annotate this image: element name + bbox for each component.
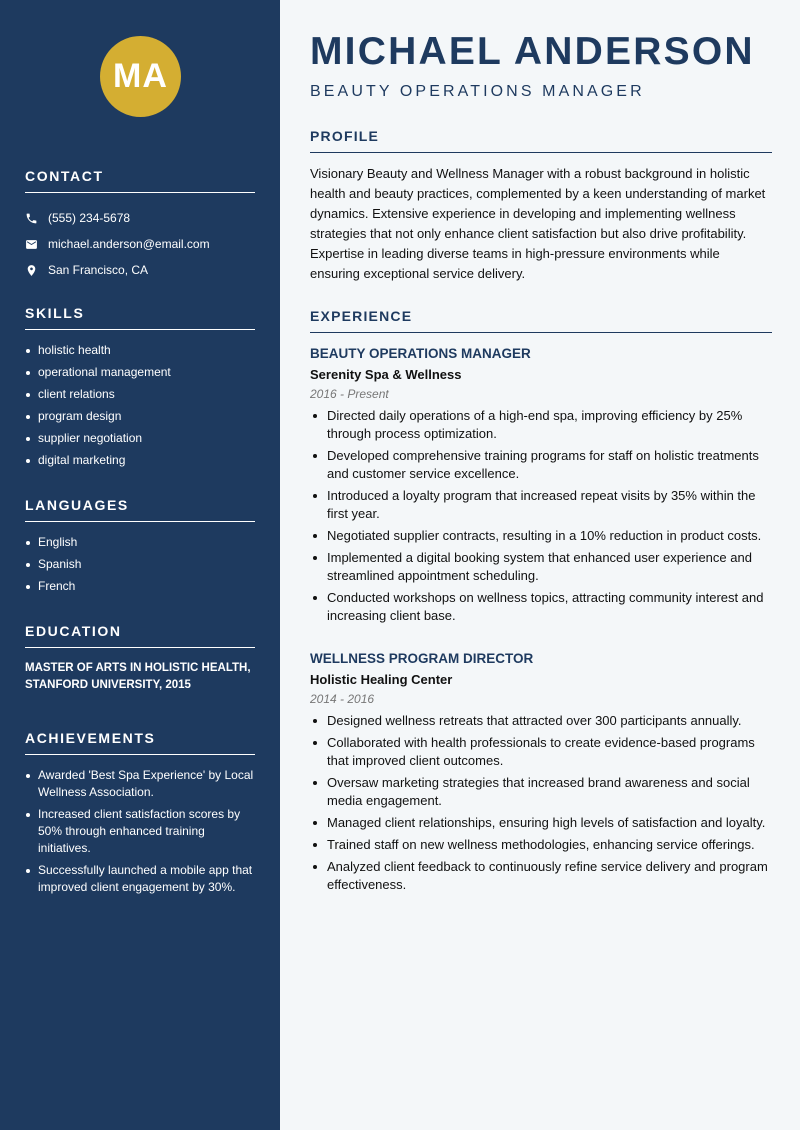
job-company: Holistic Healing Center xyxy=(310,672,453,687)
education-heading: EDUCATION xyxy=(25,623,255,648)
skill-item: digital marketing xyxy=(25,452,255,469)
achievements-section xyxy=(25,730,255,901)
avatar xyxy=(100,36,181,117)
candidate-name: MICHAEL ANDERSON xyxy=(310,30,755,73)
sidebar xyxy=(0,0,280,1130)
education-section xyxy=(25,623,255,694)
job-bullet: Managed client relationships, ensuring high levels of satisfaction and loyalty. xyxy=(310,814,772,832)
job-entry xyxy=(310,651,772,898)
job-bullets xyxy=(310,712,772,894)
email-text: michael.anderson@email.com xyxy=(48,237,210,251)
achievements-list xyxy=(25,767,255,896)
avatar-initials: MA xyxy=(113,57,168,95)
location-text: San Francisco, CA xyxy=(48,263,149,277)
contact-section xyxy=(25,168,255,283)
skill-item: supplier negotiation xyxy=(25,430,255,447)
job-title: WELLNESS PROGRAM DIRECTOR xyxy=(310,651,534,666)
skills-section xyxy=(25,305,255,474)
achievement-item: Awarded 'Best Spa Experience' by Local Wellness Association. xyxy=(25,767,255,801)
phone-icon xyxy=(25,212,38,225)
languages-heading: LANGUAGES xyxy=(25,497,255,522)
education-degree: MASTER OF ARTS IN HOLISTIC HEALTH, STANFORD UNIVERSITY, 2015 xyxy=(25,662,251,691)
job-bullet: Negotiated supplier contracts, resulting in a 10% reduction in product costs. xyxy=(310,527,772,545)
achievements-heading: ACHIEVEMENTS xyxy=(25,730,255,755)
location-icon xyxy=(25,264,38,277)
job-dates: 2016 - Present xyxy=(310,387,389,401)
job-bullet: Designed wellness retreats that attracted over 300 participants annually. xyxy=(310,712,772,730)
job-company: Serenity Spa & Wellness xyxy=(310,367,462,382)
skills-heading: SKILLS xyxy=(25,305,255,330)
job-bullet: Directed daily operations of a high-end spa, improving efficiency by 25% through process optimization. xyxy=(310,407,772,443)
skill-item: operational management xyxy=(25,364,255,381)
profile-heading: PROFILE xyxy=(310,128,772,153)
achievement-item: Increased client satisfaction scores by 50% through enhanced training initiatives. xyxy=(25,806,255,857)
job-bullet: Implemented a digital booking system that enhanced user experience and streamlined appointment scheduling. xyxy=(310,549,772,585)
job-bullet: Analyzed client feedback to continuously refine service delivery and program effectiveness. xyxy=(310,858,772,894)
job-entry xyxy=(310,346,772,629)
achievement-item: Successfully launched a mobile app that improved client engagement by 30%. xyxy=(25,862,255,896)
languages-section xyxy=(25,497,255,600)
job-bullet: Trained staff on new wellness methodologies, enhancing service offerings. xyxy=(310,836,772,854)
contact-heading: CONTACT xyxy=(25,168,255,193)
phone-text: (555) 234-5678 xyxy=(48,211,131,225)
skill-item: program design xyxy=(25,408,255,425)
language-item: English xyxy=(25,534,255,551)
job-bullets xyxy=(310,407,772,625)
job-bullet: Developed comprehensive training programs for staff on holistic treatments and customer service excellence. xyxy=(310,447,772,483)
job-bullet: Conducted workshops on wellness topics, attracting community interest and increasing client base. xyxy=(310,589,772,625)
contact-email xyxy=(25,231,255,257)
contact-phone xyxy=(25,205,255,231)
job-bullet: Oversaw marketing strategies that increased brand awareness and social media engagement. xyxy=(310,774,772,810)
languages-list xyxy=(25,534,255,595)
profile-text: Visionary Beauty and Wellness Manager with a robust background in holistic health and beauty practices, complemented by a keen understanding of market dynamics. Extensive experience in developing and implementing wellness strategies that not only enhance client satisfaction but also drive profitability. Expertise in leading diverse teams in high-pressure environments while ensuring exceptional service delivery. xyxy=(310,166,766,281)
candidate-role: BEAUTY OPERATIONS MANAGER xyxy=(310,83,645,100)
job-bullet: Introduced a loyalty program that increased repeat visits by 35% within the first year. xyxy=(310,487,772,523)
job-title: BEAUTY OPERATIONS MANAGER xyxy=(310,346,531,361)
email-icon xyxy=(25,238,38,251)
contact-location xyxy=(25,257,255,283)
skill-item: holistic health xyxy=(25,342,255,359)
job-bullet: Collaborated with health professionals to create evidence-based programs that improved client outcomes. xyxy=(310,734,772,770)
language-item: French xyxy=(25,578,255,595)
experience-heading: EXPERIENCE xyxy=(310,308,772,333)
language-item: Spanish xyxy=(25,556,255,573)
skills-list xyxy=(25,342,255,469)
skill-item: client relations xyxy=(25,386,255,403)
job-dates: 2014 - 2016 xyxy=(310,692,375,706)
